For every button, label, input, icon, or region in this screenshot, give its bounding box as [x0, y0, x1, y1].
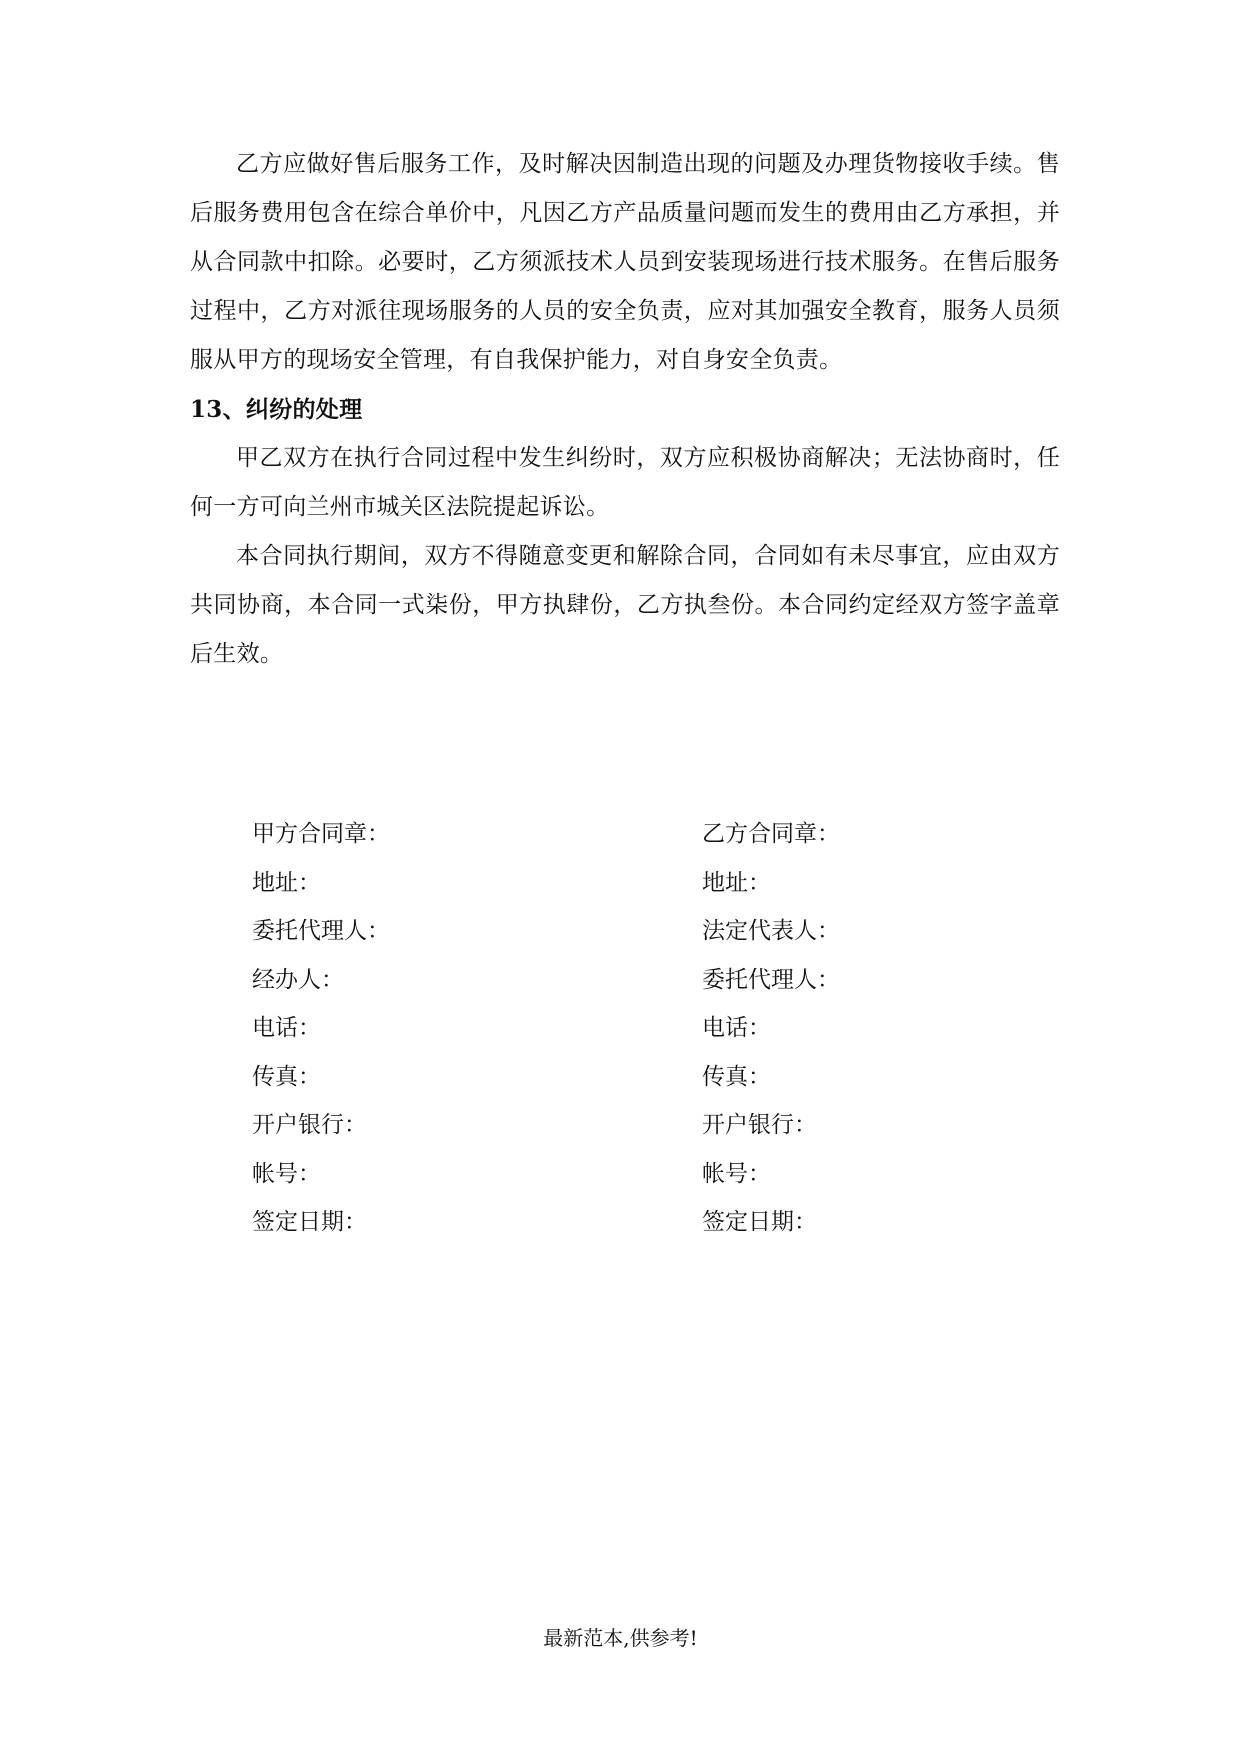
party-a-phone-label: 电话：	[252, 1015, 321, 1041]
section-heading-dispute: 13、纠纷的处理	[190, 396, 363, 423]
party-b-fax-label: 传真：	[702, 1063, 771, 1090]
party-b-address-label: 地址：	[702, 869, 771, 896]
party-b-phone-label: 电话：	[702, 1015, 771, 1041]
party-a-account-label: 帐号：	[252, 1160, 321, 1187]
page-footer: 最新范本,供参考!	[543, 1626, 698, 1650]
party-a-handler-label: 经办人：	[252, 966, 344, 993]
party-a-date-label: 签定日期：	[252, 1209, 367, 1235]
party-b-agent-label: 委托代理人：	[702, 966, 840, 993]
party-a-address-label: 地址：	[252, 869, 321, 896]
party-b-date-label: 签定日期：	[702, 1209, 817, 1235]
party-a-bank-label: 开户银行：	[252, 1112, 367, 1138]
party-b-bank-label: 开户银行：	[702, 1112, 817, 1138]
party-a-agent-label: 委托代理人：	[252, 918, 390, 944]
party-a-seal-label: 甲方合同章：	[252, 821, 390, 847]
party-b-account-label: 帐号：	[702, 1160, 771, 1187]
party-a-fax-label: 传真：	[252, 1063, 321, 1090]
party-a-signature	[252, 810, 652, 1247]
party-b-seal-label: 乙方合同章：	[702, 821, 840, 847]
dispute-paragraph: 甲乙双方在执行合同过程中发生纠纷时，双方应积极协商解决；无法协商时，任何一方可向兰州市城关区法院提起诉讼。	[190, 445, 1060, 520]
contract-body	[190, 140, 1060, 679]
validity-paragraph: 本合同执行期间，双方不得随意变更和解除合同，合同如有未尽事宜，应由双方共同协商，本合同一式柒份，甲方执肆份，乙方执叁份。本合同约定经双方签字盖章后生效。	[190, 543, 1060, 667]
party-b-signature	[702, 810, 1102, 1247]
party-b-legal-rep-label: 法定代表人：	[702, 918, 840, 944]
after-sales-paragraph: 乙方应做好售后服务工作，及时解决因制造出现的问题及办理货物接收手续。售后服务费用包含在综合单价中，凡因乙方产品质量问题而发生的费用由乙方承担，并从合同款中扣除。必要时，乙方须派技术人员到安装现场进行技术服务。在售后服务过程中，乙方对派往现场服务的人员的安全负责，应对其加强安全教育，服务人员须服从甲方的现场安全管理，有自我保护能力，对自身安全负责。	[190, 151, 1060, 373]
